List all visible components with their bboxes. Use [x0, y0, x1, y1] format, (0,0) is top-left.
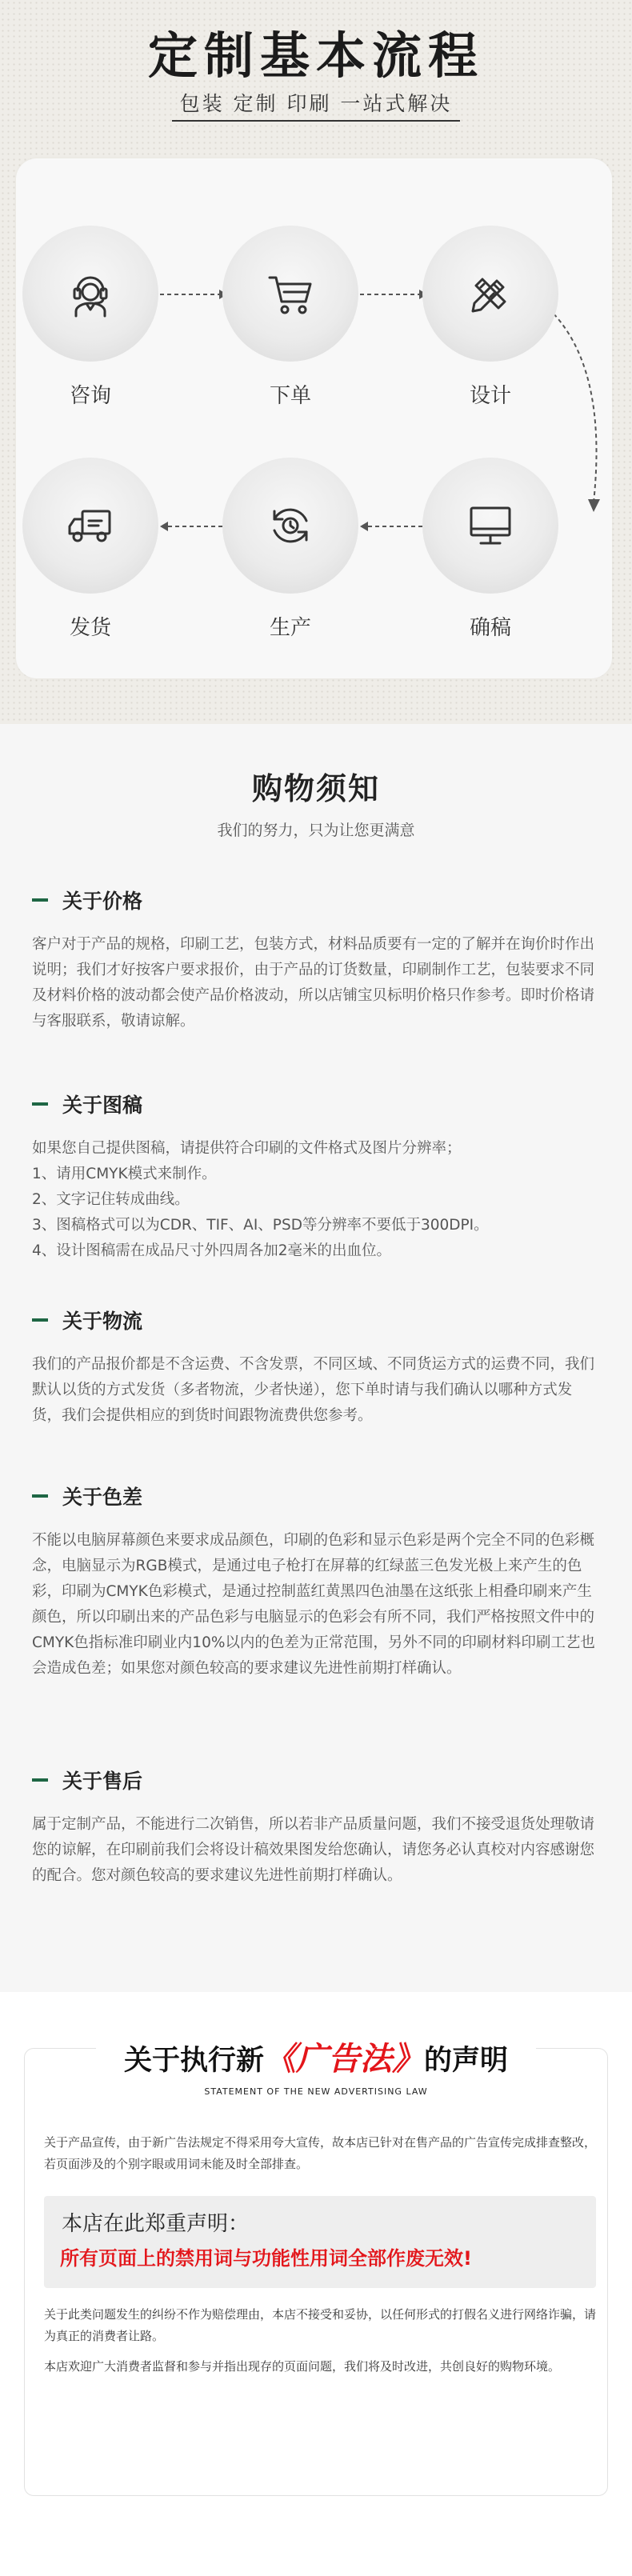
step-label: 生产: [269, 616, 311, 640]
notice-heading-row: [32, 884, 600, 916]
notice-heading: 关于色差: [62, 1486, 143, 1509]
law-declaration-box: [44, 2196, 596, 2288]
production-cycle-icon: [265, 500, 316, 551]
law-declaration-heading: 本店在此郑重声明：: [62, 2212, 250, 2236]
delivery-truck-icon: [65, 500, 116, 551]
step-label: 发货: [69, 616, 111, 640]
process-step-delivery: [22, 458, 158, 640]
notice-price: [32, 884, 600, 1034]
notice-title: 购物须知: [251, 771, 380, 806]
law-title: [0, 2034, 632, 2079]
step-label: 咨询: [69, 384, 111, 408]
process-title: 定制基本流程: [147, 26, 484, 85]
notice-line: 2、文字记住转成曲线。: [32, 1191, 190, 1208]
step-label: 设计: [469, 384, 511, 408]
notice-body: [32, 1528, 600, 1682]
notice-body: [32, 1352, 600, 1429]
process-section: [0, 0, 632, 724]
process-step-consult: [22, 226, 158, 408]
customer-service-icon: [65, 268, 116, 319]
notice-heading: 关于价格: [62, 890, 143, 913]
law-paragraph-1: 关于产品宣传，由于新广告法规定不得采用夸大宣传，故本店已针对在售产品的广告宣传完成排查整改，若页面涉及的个别字眼或用词未能及时全部排查。: [44, 2135, 597, 2171]
process-step-order: [222, 226, 358, 408]
law-subtitle: STATEMENT OF THE NEW ADVERTISING LAW: [204, 2086, 428, 2097]
heading-marker: [32, 898, 48, 902]
step-label: 下单: [269, 384, 311, 408]
law-title-pre: 关于执行新: [123, 2045, 264, 2077]
notice-paragraph: 我们的产品报价都是不含运费、不含发票，不同区域、不同货运方式的运费不同，我们默认以货的方式发货（多者物流，少者快递），您下单时请与我们确认以哪种方式发货，我们会提供相应的到货时间跟物流费供您参考。: [32, 1356, 595, 1424]
notice-heading: 关于售后: [62, 1770, 143, 1793]
step-circle: [422, 226, 558, 362]
step-label: 确稿: [469, 616, 511, 640]
process-step-production: [222, 458, 358, 640]
step-circle: [222, 226, 358, 362]
process-step-design: [422, 226, 558, 408]
law-declaration-text: 所有页面上的禁用词与功能性用词全部作废无效!: [60, 2247, 472, 2270]
notice-heading: 关于物流: [62, 1310, 143, 1333]
notice-body: [32, 1136, 600, 1264]
notice-line: 4、设计图稿需在成品尺寸外四周各加2毫米的出血位。: [32, 1242, 392, 1259]
heading-marker: [32, 1778, 48, 1782]
notice-paragraph: 属于定制产品，不能进行二次销售，所以若非产品质量问题，我们不接受退货处理敬请您的谅解，在印刷前我们会将设计稿效果图发给您确认，请您务必认真校对内容感谢您的配合。您对颜色较高的要求建议先进性前期打样确认。: [32, 1816, 595, 1884]
advertising-law-section: [0, 1992, 632, 2576]
process-card: [16, 158, 612, 678]
notice-heading: 关于图稿: [62, 1094, 143, 1117]
notice-heading-row: [32, 1304, 600, 1336]
notice-artwork: [32, 1088, 600, 1264]
notice-line: 如果您自己提供图稿，请提供符合印刷的文件格式及图片分辨率；: [32, 1140, 462, 1157]
connector-2-3: [358, 286, 429, 302]
step-circle: [22, 226, 158, 362]
step-circle: [222, 458, 358, 594]
connector-1-2: [158, 286, 229, 302]
notice-line: 3、图稿格式可以为CDR、TIF、AI、PSD等分辨率不要低于300DPI。: [32, 1217, 489, 1234]
notice-subtitle: 我们的努力，只为让您更满意: [217, 822, 415, 839]
law-paragraph-3: 本店欢迎广大消费者监督和参与并指出现存的页面问题，我们将及时改进，共创良好的购物环境。: [44, 2359, 561, 2374]
notice-heading-row: [32, 1088, 600, 1120]
connector-4-5: [358, 518, 429, 534]
notice-heading-row: [32, 1764, 600, 1796]
step-circle: [422, 458, 558, 594]
connector-5-6: [158, 518, 229, 534]
process-step-confirm: [422, 458, 558, 640]
notice-paragraph: 不能以电脑屏幕颜色来要求成品颜色，印刷的色彩和显示色彩是两个完全不同的色彩概念，电脑显示为RGB模式，是通过电子枪打在屏幕的红绿蓝三色发光极上来产生的色彩，印刷为CMYK色彩模式，是通过控制蓝红黄黑四色油墨在这纸张上相叠印刷来产生颜色，所以印刷出来的产品色彩与电脑显示的色彩会有所不同，我们严格按照文件中的CMYK色指标准印刷业内10%以内的色差为正常范围，另外不同的印刷材料印刷工艺也会造成色差；如果您对颜色较高的要求建议先进性前期打样确认。: [32, 1532, 595, 1677]
law-paragraph-2: 关于此类问题发生的纠纷不作为赔偿理由，本店不接受和妥协，以任何形式的打假名义进行网络诈骗，请为真正的消费者让路。: [44, 2307, 597, 2343]
notice-after-sales: [32, 1764, 600, 1889]
heading-marker: [32, 1318, 48, 1322]
law-title-post: 的声明: [424, 2045, 509, 2077]
heading-marker: [32, 1102, 48, 1106]
notice-logistics: [32, 1304, 600, 1429]
monitor-icon: [465, 500, 516, 551]
notice-body: [32, 932, 600, 1034]
process-subtitle: 包装 定制 印刷 一站式解决: [179, 92, 453, 115]
shopping-cart-icon: [265, 268, 316, 319]
subtitle-underline: [172, 120, 460, 122]
law-title-highlight: 《广告法》: [264, 2041, 424, 2078]
notice-color-difference: [32, 1480, 600, 1682]
step-circle: [22, 458, 158, 594]
notice-line: 1、请用CMYK模式来制作。: [32, 1166, 217, 1182]
notice-paragraph: 客户对于产品的规格，印刷工艺，包装方式，材料品质要有一定的了解并在询价时作出说明；我们才好按客户要求报价，由于产品的订货数量，印刷制作工艺，包装要求不同及材料价格的波动都会使产品价格波动，所以店铺宝贝标明价格只作参考。即时价格请与客服联系，敬请谅解。: [32, 936, 595, 1030]
shopping-notice-section: [0, 724, 632, 1992]
notice-heading-row: [32, 1480, 600, 1512]
notice-body: [32, 1812, 600, 1889]
design-tools-icon: [465, 268, 516, 319]
heading-marker: [32, 1494, 48, 1498]
